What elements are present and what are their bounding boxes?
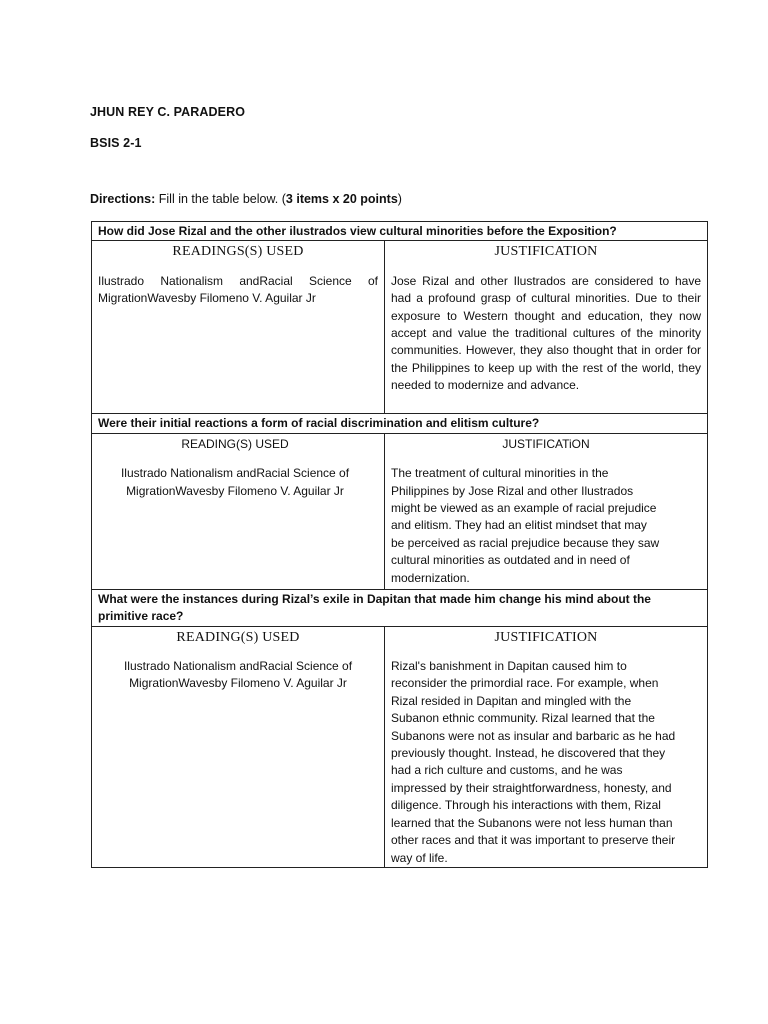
reading-3: Ilustrado Nationalism andRacial Science of MigrationWavesby Filomeno V. Aguilar Jr [123, 659, 353, 691]
justification-header-1: JUSTIFICATION [494, 244, 598, 260]
directions-label: Directions: [90, 192, 156, 206]
justification-1: Jose Rizal and other Ilustrados are considered to have had a profound grasp of cultural minorities. Due to their exposure to Western thought and education, they now accept and value the traditional cultures of the minority communities. However, they also thought that in order for the Philippines to keep up with the rest of the world, they needed to modernize and advance. [391, 273, 701, 393]
question-row [92, 414, 708, 433]
question-3: What were the instances during Rizal’s exile in Dapitan that made him change his mind about the primitive race? [92, 589, 708, 626]
justification-header-2: JUSTIFICATiON [502, 436, 590, 451]
question-row [92, 589, 708, 626]
question-2: Were their initial reactions a form of racial discrimination and elitism culture? [92, 414, 708, 433]
justification-3: Rizal's banishment in Dapitan caused him to reconsider the primordial race. For example, when Rizal resided in Dapitan and mingled with the Subanon ethnic community. Rizal learned that the Subanons were not as insular and barbaric as he had previously thought. Instead, he discovered that they had a rich culture and customs, and he was impressed by their straightforwardness, honesty, and diligence. Through his interactions with them, Rizal learned that the Subanons were not less human than other races and that it was important to preserve their way of life. [391, 659, 676, 865]
question-1: How did Jose Rizal and the other ilustrados view cultural minorities before the Exposition? [92, 222, 708, 241]
course-section: BSIS 2-1 [90, 136, 142, 150]
readings-cell-2 [92, 433, 385, 589]
directions-close: ) [397, 192, 402, 206]
directions-text: Fill in the table below. ( [155, 192, 286, 206]
directions-line [90, 192, 402, 206]
readings-header-1: READINGS(S) USED [172, 244, 304, 260]
readings-header-2: READING(S) USED [181, 436, 289, 451]
reading-1: Ilustrado Nationalism andRacial Science of MigrationWavesby Filomeno V. Aguilar Jr [98, 273, 378, 306]
justification-cell-1 [385, 241, 708, 414]
justification-cell-3 [385, 626, 708, 867]
readings-cell-1 [92, 241, 385, 414]
justification-2: The treatment of cultural minorities in the Philippines by Jose Rizal and other Ilustrados might be viewed as an example of racial prejudice and elitism. They had an elitist mindset that may be perceived as racial prejudice because they saw cultural minorities as outdated and in need of modernization. [391, 466, 660, 585]
readings-header-3: READING(S) USED [176, 629, 300, 645]
directions-points: 3 items x 20 points [285, 192, 398, 206]
question-row [92, 222, 708, 241]
answer-row [92, 433, 708, 589]
justification-cell-2 [385, 433, 708, 589]
readings-cell-3 [92, 626, 385, 867]
justification-header-3: JUSTIFICATION [494, 629, 598, 645]
reading-2: Ilustrado Nationalism andRacial Science of MigrationWavesby Filomeno V. Aguilar Jr [120, 466, 350, 498]
student-name: JHUN REY C. PARADERO [90, 105, 246, 119]
answer-row [92, 626, 708, 867]
answer-table [91, 221, 708, 868]
answer-row [92, 241, 708, 414]
